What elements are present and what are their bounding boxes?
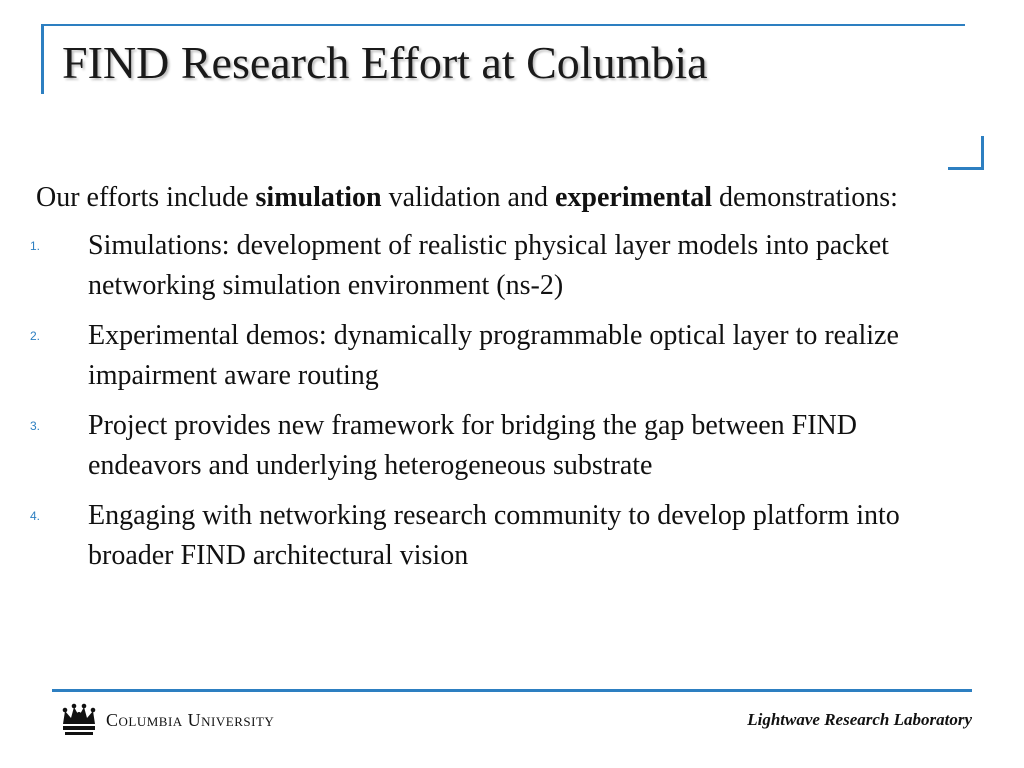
intro-text-3: demonstrations:: [712, 182, 898, 213]
list-item: [30, 406, 966, 486]
intro-text-1: Our efforts include: [36, 182, 256, 213]
frame-corner-horizontal: [948, 167, 984, 170]
frame-line-left: [41, 24, 44, 94]
university-name: Columbia University: [106, 709, 275, 730]
slide-title: FIND Research Effort at Columbia: [62, 37, 708, 88]
effort-list: [30, 226, 966, 576]
list-item-number: 3.: [30, 419, 41, 433]
footer-logo-block: [60, 702, 274, 738]
list-item-text: Experimental demos: dynamically programmable optical layer to realize impairment aware routing: [88, 320, 899, 391]
list-item-text: Engaging with networking research community to develop platform into broader FIND architectural vision: [88, 500, 900, 571]
list-item: [30, 316, 966, 396]
list-item-number: 2.: [30, 329, 41, 343]
frame-corner-vertical: [981, 136, 984, 170]
list-item-text: Project provides new framework for bridging the gap between FIND endeavors and underlying heterogeneous substrate: [88, 410, 858, 481]
intro-bold-simulation: simulation: [255, 182, 382, 213]
list-item: [30, 496, 966, 576]
list-item-number: 1.: [30, 239, 41, 253]
slide-content: [30, 178, 966, 586]
intro-paragraph: [36, 178, 966, 218]
intro-text-2: validation and: [381, 182, 555, 213]
list-item: [30, 226, 966, 306]
footer-divider: [52, 689, 972, 692]
list-item-number: 4.: [30, 509, 41, 523]
list-item-text: Simulations: development of realistic physical layer models into packet networking simulation environment (ns-2): [88, 230, 889, 301]
crown-icon: [60, 702, 98, 738]
lab-name: Lightwave Research Laboratory: [747, 710, 972, 729]
frame-line-top: [41, 24, 965, 26]
intro-bold-experimental: experimental: [554, 182, 713, 213]
